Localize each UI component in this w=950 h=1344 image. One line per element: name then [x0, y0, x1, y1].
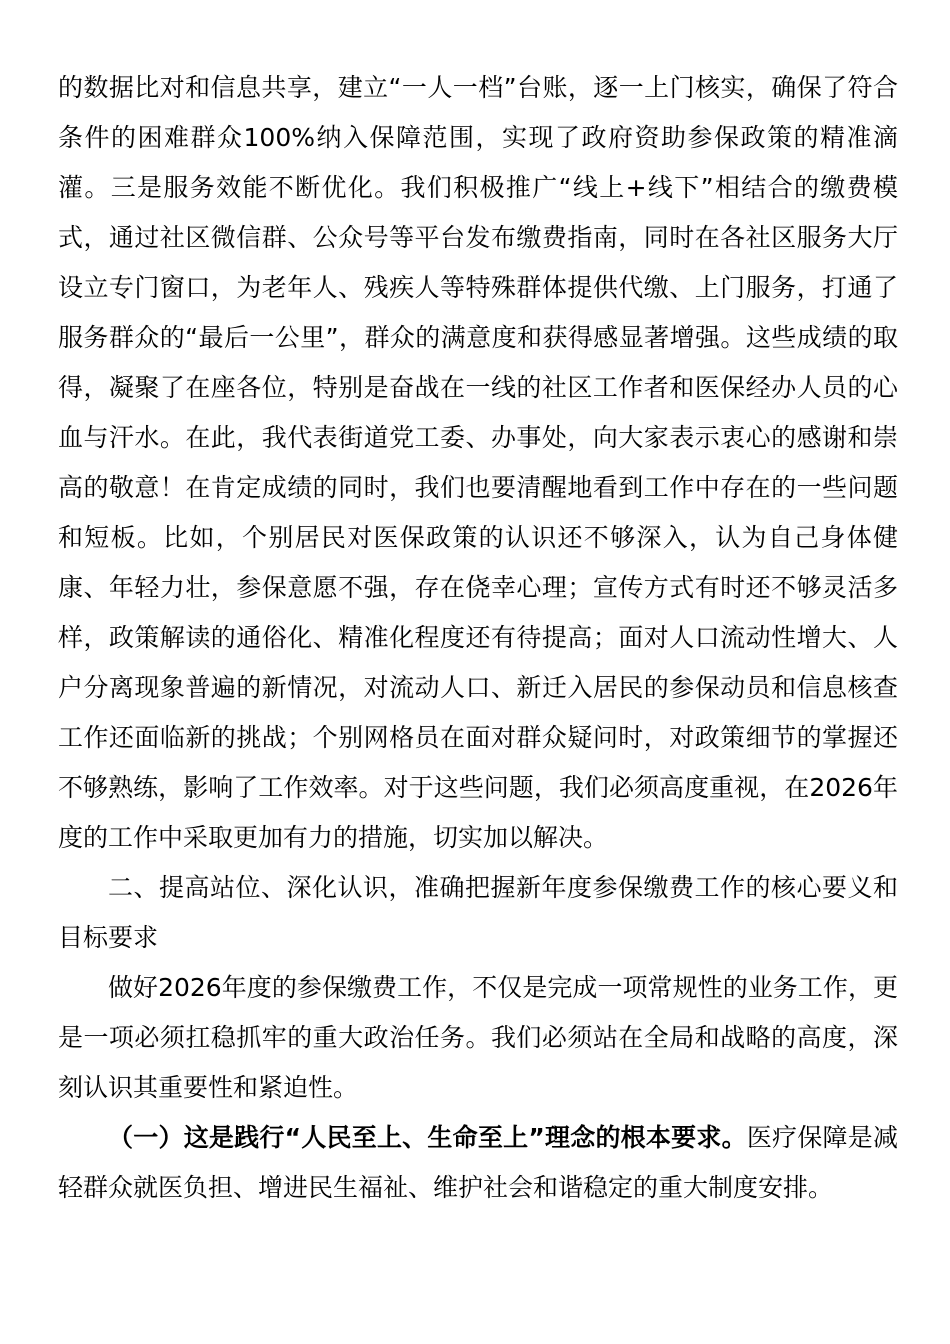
body-paragraph: 的数据比对和信息共享，建立“一人一档”台账，逐一上门核实，确保了符合条件的困难群众100%纳入保障范围，实现了政府资助参保政策的精准滴灌。三是服务效能不断优化。我们积极推广“线上+线下”相结合的缴费模式，通过社区微信群、公众号等平台发布缴费指南，同时在各社区服务大厅设立专门窗口，为老年人、残疾人等特殊群体提供代缴、上门服务，打通了服务群众的“最后一公里”，群众的满意度和获得感显著增强。这些成绩的取得，凝聚了在座各位，特别是奋战在一线的社区工作者和医保经办人员的心血与汗水。在此，我代表街道党工委、办事处，向大家表示衷心的感谢和崇高的敬意！在肯定成绩的同时，我们也要清醒地看到工作中存在的一些问题和短板。比如，个别居民对医保政策的认识还不够深入，认为自己身体健康、年轻力壮，参保意愿不强，存在侥幸心理；宣传方式有时还不够灵活多样，政策解读的通俗化、精准化程度还有待提高；面对人口流动性增大、人户分离现象普遍的新情况，对流动人口、新迁入居民的参保动员和信息核查工作还面临新的挑战；个别网格员在面对群众疑问时，对政策细节的掌握还不够熟练，影响了工作效率。对于这些问题，我们必须高度重视，在2026年度的工作中采取更加有力的措施，切实加以解决。 [58, 73, 898, 852]
section-heading: 二、提高站位、深化认识，准确把握新年度参保缴费工作的核心要义和目标要求 [58, 873, 898, 952]
subsection-body: 医疗保障是减轻群众就医负担、增进民生福祉、维护社会和谐稳定的重大制度安排。 [58, 1123, 898, 1202]
subsection-paragraph [58, 1113, 898, 1213]
document-page [58, 63, 898, 1213]
subsection-heading: （一）这是践行“人民至上、生命至上”理念的根本要求。 [108, 1123, 747, 1152]
body-paragraph: 做好2026年度的参保缴费工作，不仅是完成一项常规性的业务工作，更是一项必须扛稳抓牢的重大政治任务。我们必须站在全局和战略的高度，深刻认识其重要性和紧迫性。 [58, 973, 898, 1102]
